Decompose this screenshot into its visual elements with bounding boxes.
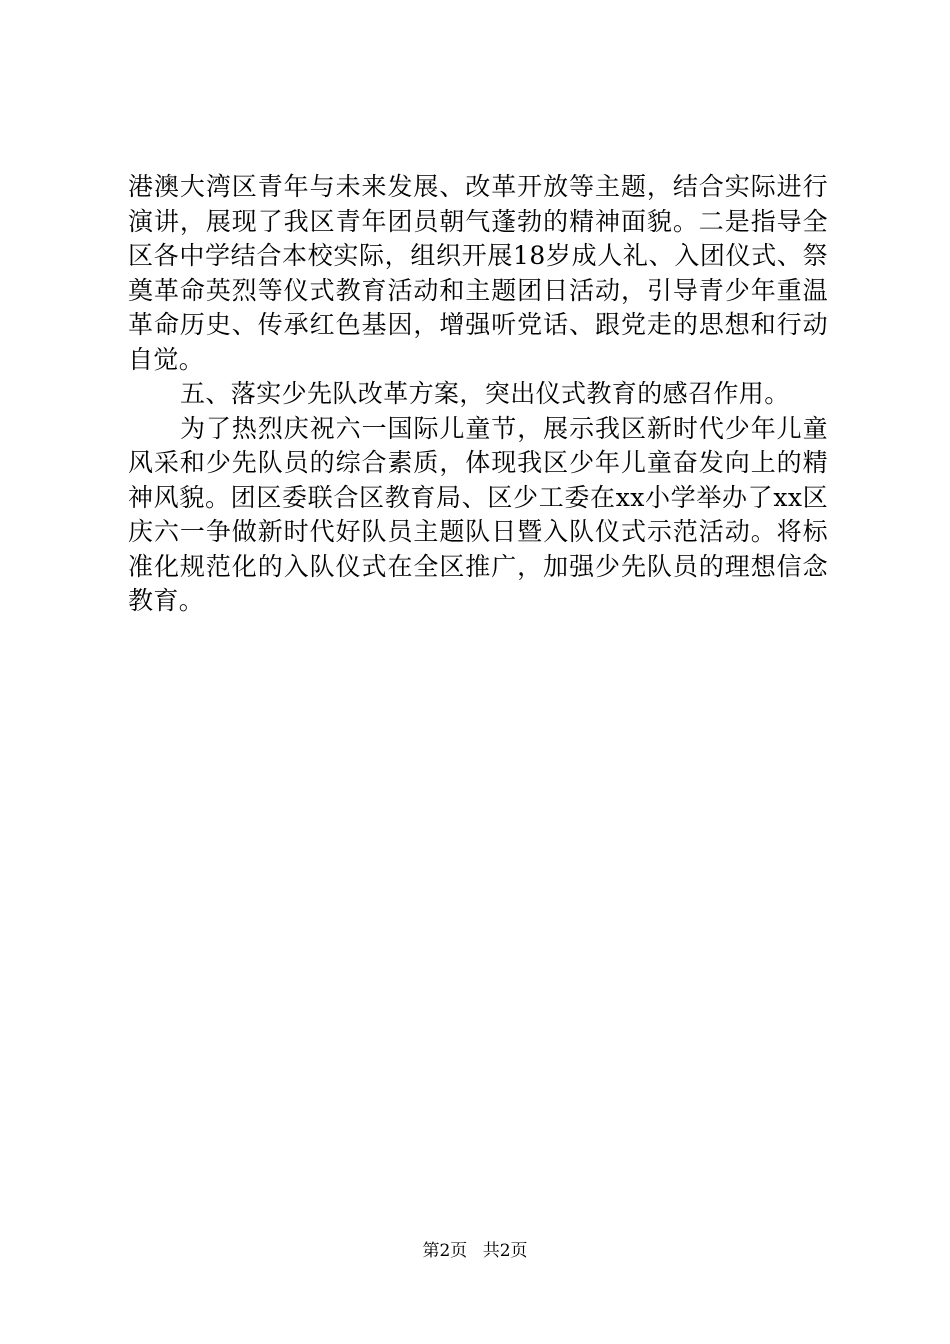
page-number: 第2页 (422, 1241, 468, 1261)
document-body (128, 170, 828, 619)
paragraph-continuation: 港澳大湾区青年与未来发展、改革开放等主题，结合实际进行演讲，展现了我区青年团员朝气蓬勃的精神面貌。二是指导全区各中学结合本校实际，组织开展18岁成人礼、入团仪式、祭奠革命英烈等仪式教育活动和主题团日活动，引导青少年重温革命历史、传承红色基因，增强听党话、跟党走的思想和行动自觉。 (128, 172, 828, 374)
page-total: 共2页 (482, 1241, 528, 1261)
paragraph-childrens-day: 为了热烈庆祝六一国际儿童节，展示我区新时代少年儿童风采和少先队员的综合素质，体现我区少年儿童奋发向上的精神风貌。团区委联合区教育局、区少工委在xx小学举办了xx区庆六一争做新时代好队员主题队日暨入队仪式示范活动。将标准化规范化的入队仪式在全区推广，加强少先队员的理想信念教育。 (128, 413, 828, 615)
page-footer (0, 1241, 950, 1261)
section-heading-five: 五、落实少先队改革方案，突出仪式教育的感召作用。 (180, 379, 790, 408)
